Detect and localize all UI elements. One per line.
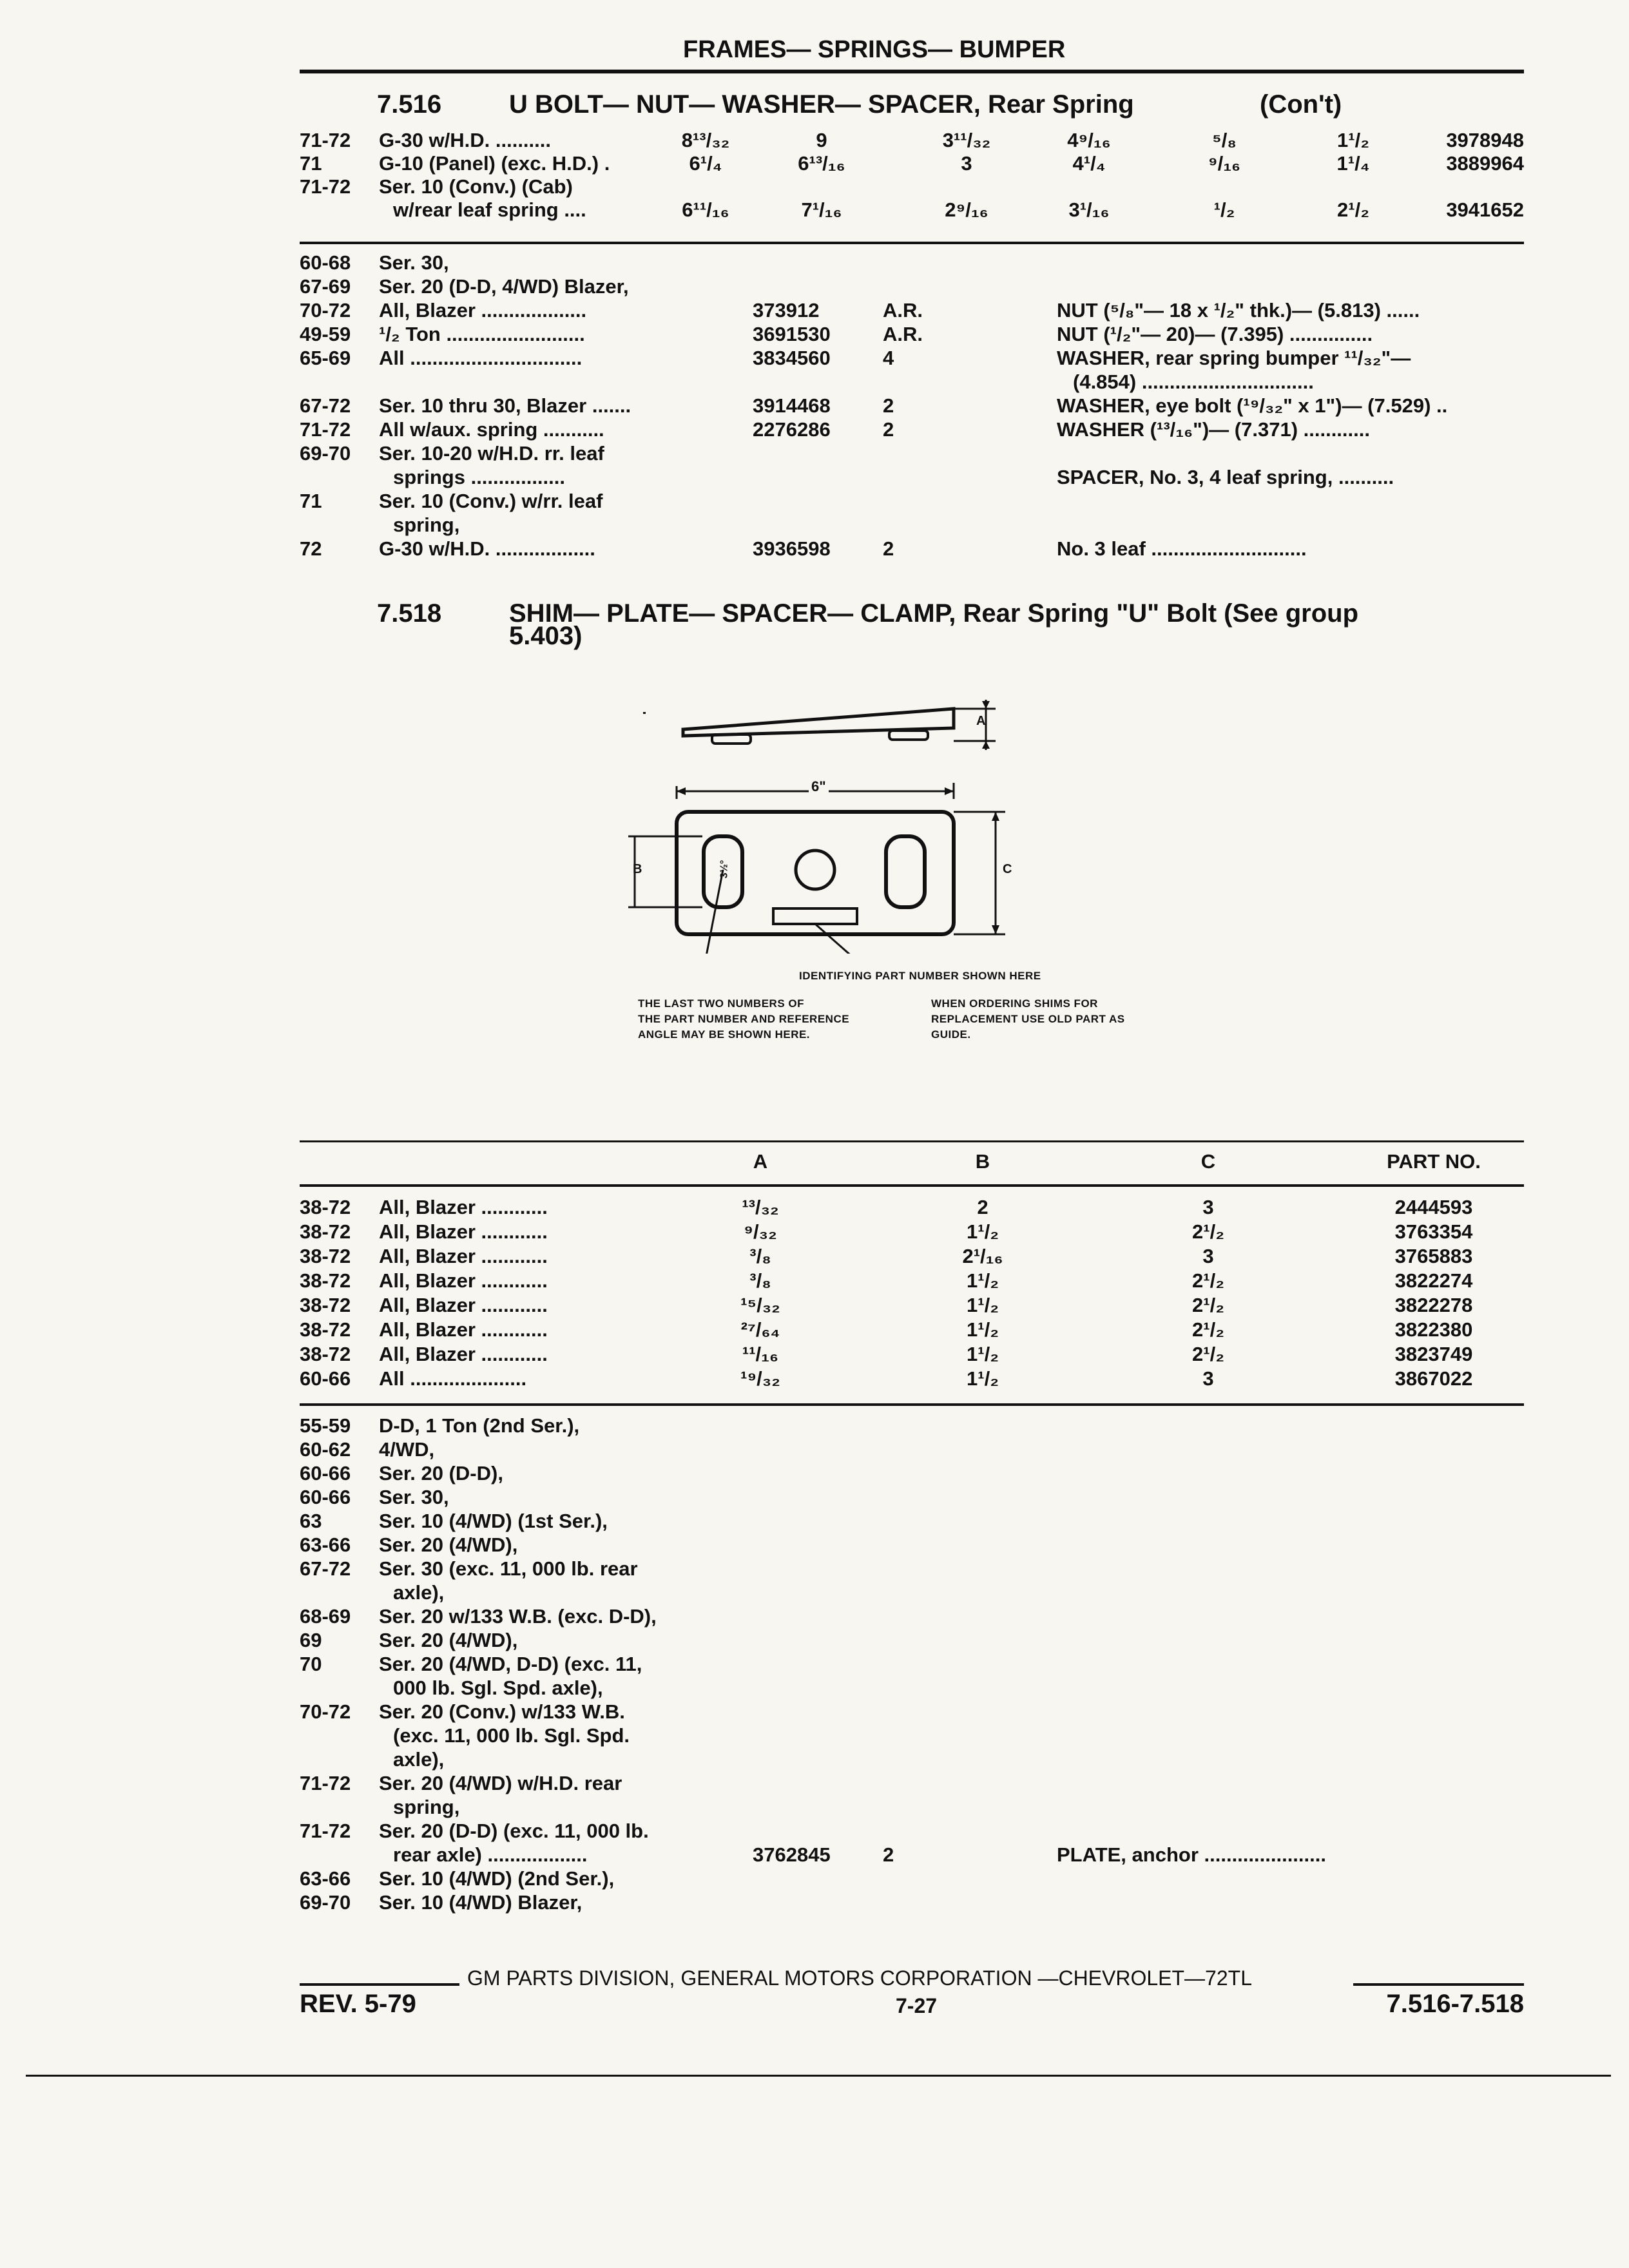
footer-rule-right [1353, 1983, 1524, 1986]
diagram-label-width: 6" [809, 778, 829, 795]
row-years: 63 [300, 1510, 322, 1532]
row-years: 67-72 [300, 394, 351, 417]
footer-rule-left [300, 1983, 459, 1986]
row-desc: All, Blazer ............ [379, 1318, 548, 1341]
row-years: 60-66 [300, 1462, 351, 1485]
row-desc: G-30 w/H.D. .......... [379, 129, 551, 151]
diagram-label-angle: 3½° [718, 860, 730, 879]
row-dim-5: ⁹/₁₆ [1208, 152, 1241, 175]
row-desc: ¹/₂ Ton ......................... [379, 323, 585, 345]
row-desc: G-30 w/H.D. .................. [379, 537, 595, 560]
row-part-number: 373912 [753, 299, 820, 322]
row-desc: Ser. 20 (D-D) (exc. 11, 000 lb. [379, 1820, 649, 1842]
row-years: 71-72 [300, 1772, 351, 1794]
row-years: 60-68 [300, 251, 351, 274]
row-dim-4: 4⁹/₁₆ [1067, 129, 1111, 151]
row-item-name: PLATE, anchor ...................... [1057, 1843, 1326, 1866]
row-qty: 2 [883, 394, 894, 417]
row-item-name: SPACER, No. 3, 4 leaf spring, .......... [1057, 466, 1394, 488]
note-identifying: IDENTIFYING PART NUMBER SHOWN HERE [799, 970, 1041, 982]
row-desc: spring, [393, 514, 460, 536]
footer-publisher: GM PARTS DIVISION, GENERAL MOTORS CORPORATION —CHEVROLET—72TL [467, 1966, 1252, 1990]
row-years: 67-72 [300, 1557, 351, 1580]
leader-line-identifying [815, 924, 863, 954]
section-7516-title: U BOLT— NUT— WASHER— SPACER, Rear Spring [509, 90, 1134, 119]
row-desc: Ser. 20 w/133 W.B. (exc. D-D), [379, 1605, 657, 1628]
row-years: 70-72 [300, 1700, 351, 1723]
row-part-number: 3763354 [1394, 1220, 1473, 1243]
shim-table-header-rule [300, 1184, 1524, 1187]
row-part-number: 3867022 [1394, 1367, 1473, 1390]
row-desc: Ser. 30, [379, 1486, 449, 1508]
row-dim-3: 3 [961, 152, 972, 175]
section-7516-cont: (Con't) [1260, 90, 1342, 119]
row-desc: Ser. 20 (D-D), [379, 1462, 503, 1485]
row-desc: axle), [393, 1581, 445, 1604]
row-desc: spring, [393, 1796, 460, 1818]
row-dim-6: 2¹/₂ [1337, 198, 1369, 221]
row-desc: Ser. 10 (4/WD) Blazer, [379, 1891, 583, 1914]
row-c: 2¹/₂ [1192, 1220, 1224, 1243]
row-qty: 4 [883, 347, 894, 369]
row-desc: Ser. 10-20 w/H.D. rr. leaf [379, 442, 604, 465]
note-ordering-line3: GUIDE. [931, 1028, 971, 1041]
row-desc: Ser. 20 (4/WD), [379, 1629, 518, 1651]
diagram-label-a: A [976, 714, 986, 728]
note-last-two-line1: THE LAST TWO NUMBERS OF [638, 997, 804, 1010]
row-desc: All, Blazer ............ [379, 1245, 548, 1267]
row-qty: 2 [883, 418, 894, 441]
row-c: 2¹/₂ [1192, 1269, 1224, 1292]
row-years: 68-69 [300, 1605, 351, 1628]
row-part-number: 3822380 [1394, 1318, 1473, 1341]
shim-side-view [644, 700, 996, 750]
row-desc: Ser. 20 (4/WD, D-D) (exc. 11, [379, 1653, 642, 1675]
row-part-number: 3941652 [1446, 198, 1524, 221]
row-dim-5: ¹/₂ [1213, 198, 1235, 221]
row-c: 3 [1202, 1196, 1214, 1218]
footer-rev: REV. 5-79 [300, 1990, 416, 2018]
row-a: ²⁷/₆₄ [740, 1318, 780, 1341]
row-desc: axle), [393, 1748, 445, 1771]
row-c: 2¹/₂ [1192, 1343, 1224, 1365]
row-b: 1¹/₂ [967, 1367, 999, 1390]
row-part-number: 3936598 [753, 537, 831, 560]
row-desc: Ser. 10 (4/WD) (2nd Ser.), [379, 1867, 615, 1890]
row-years: 63-66 [300, 1533, 351, 1556]
row-a: ⁹/₃₂ [744, 1220, 777, 1243]
row-years: 69-70 [300, 1891, 351, 1914]
footer-page: 7-27 [896, 1994, 938, 2017]
row-years: 69 [300, 1629, 322, 1651]
row-dim-2: 9 [816, 129, 827, 151]
row-desc: All w/aux. spring ........... [379, 418, 604, 441]
row-item-name: WASHER, eye bolt (¹⁹/₃₂" x 1")— (7.529) .. [1057, 394, 1448, 417]
row-a: ¹⁹/₃₂ [740, 1367, 780, 1390]
row-dim-6: 1¹/₄ [1336, 152, 1370, 175]
row-item-name: NUT (⁵/₈"— 18 x ¹/₂" thk.)— (5.813) ...... [1057, 299, 1420, 322]
shim-header-a: A [753, 1150, 768, 1173]
row-item-name: (4.854) ............................... [1073, 370, 1314, 393]
row-b: 1¹/₂ [967, 1269, 999, 1292]
diagram-label-c: C [1003, 862, 1012, 876]
row-dim-2: 7¹/₁₆ [801, 198, 842, 221]
row-desc: Ser. 10 (Conv.) (Cab) [379, 175, 573, 198]
row-dim-6: 1¹/₂ [1337, 129, 1369, 151]
row-years: 38-72 [300, 1269, 351, 1292]
footer-range: 7.516-7.518 [1386, 1990, 1524, 2018]
row-c: 3 [1202, 1367, 1214, 1390]
row-years: 70 [300, 1653, 322, 1675]
row-years: 69-70 [300, 442, 351, 465]
row-years: 63-66 [300, 1867, 351, 1890]
row-years: 71-72 [300, 129, 351, 151]
row-desc: Ser. 10 thru 30, Blazer ....... [379, 394, 631, 417]
note-ordering-line1: WHEN ORDERING SHIMS FOR [931, 997, 1098, 1010]
row-years: 71 [300, 490, 322, 512]
row-desc: Ser. 20 (D-D, 4/WD) Blazer, [379, 275, 629, 298]
row-years: 72 [300, 537, 322, 560]
row-b: 2 [977, 1196, 988, 1218]
row-part-number: 3914468 [753, 394, 831, 417]
row-desc: All, Blazer ............ [379, 1343, 548, 1365]
row-desc: Ser. 30, [379, 251, 449, 274]
row-years: 38-72 [300, 1318, 351, 1341]
shim-header-c: C [1200, 1150, 1216, 1173]
row-desc: G-10 (Panel) (exc. H.D.) . [379, 152, 610, 175]
row-b: 2¹/₁₆ [962, 1245, 1003, 1267]
row-b: 1¹/₂ [967, 1318, 999, 1341]
row-desc: Ser. 20 (4/WD), [379, 1533, 518, 1556]
row-desc: All, Blazer ............ [379, 1196, 548, 1218]
row-c: 2¹/₂ [1192, 1318, 1224, 1341]
row-desc: 000 lb. Sgl. Spd. axle), [393, 1677, 603, 1699]
shim-header-b: B [975, 1150, 990, 1173]
section-7518-title-line1: SHIM— PLATE— SPACER— CLAMP, Rear Spring "U" Bolt (See group [509, 599, 1359, 628]
row-years: 67-69 [300, 275, 351, 298]
row-a: ³/₈ [749, 1269, 771, 1292]
row-item-name: WASHER (¹³/₁₆")— (7.371) ............ [1057, 418, 1370, 441]
row-dim-1: 6¹¹/₁₆ [682, 198, 729, 221]
row-years: 38-72 [300, 1245, 351, 1267]
row-part-number: 2444593 [1394, 1196, 1473, 1218]
row-part-number: 3823749 [1394, 1343, 1473, 1365]
row-item-name: No. 3 leaf ............................ [1057, 537, 1307, 560]
row-desc: Ser. 30 (exc. 11, 000 lb. rear [379, 1557, 638, 1580]
section-7516-number: 7.516 [377, 90, 442, 119]
row-qty: A.R. [883, 323, 923, 345]
row-dim-2: 6¹³/₁₆ [798, 152, 845, 175]
row-dim-4: 4¹/₄ [1072, 152, 1106, 175]
row-desc: D-D, 1 Ton (2nd Ser.), [379, 1414, 580, 1437]
section-7518-number: 7.518 [377, 599, 442, 628]
row-years: 38-72 [300, 1294, 351, 1316]
row-years: 49-59 [300, 323, 351, 345]
row-years: 38-72 [300, 1196, 351, 1218]
shim-table-top-rule [300, 1140, 1524, 1142]
row-part-number: 3978948 [1446, 129, 1524, 151]
row-years: 71-72 [300, 1820, 351, 1842]
note-last-two-line2: THE PART NUMBER AND REFERENCE [638, 1013, 850, 1025]
row-dim-3: 3¹¹/₃₂ [942, 129, 991, 151]
page-header-title: FRAMES— SPRINGS— BUMPER [683, 36, 1066, 63]
row-part-number: 3834560 [753, 347, 831, 369]
row-a: ³/₈ [749, 1245, 771, 1267]
row-desc: (exc. 11, 000 lb. Sgl. Spd. [393, 1724, 630, 1747]
c-dimension [954, 812, 1005, 934]
row-desc: Ser. 10 (4/WD) (1st Ser.), [379, 1510, 608, 1532]
row-b: 1¹/₂ [967, 1294, 999, 1316]
row-part-number: 2276286 [753, 418, 831, 441]
section-7518-title-line2: 5.403) [509, 622, 583, 650]
row-part-number: 3822278 [1394, 1294, 1473, 1316]
shim-header-part: PART NO. [1387, 1150, 1481, 1173]
row-years: 71-72 [300, 418, 351, 441]
row-dim-3: 2⁹/₁₆ [945, 198, 988, 221]
row-a: ¹³/₃₂ [742, 1196, 779, 1218]
section1-rule [300, 242, 1524, 244]
row-desc: Ser. 10 (Conv.) w/rr. leaf [379, 490, 603, 512]
row-dim-5: ⁵/₈ [1212, 129, 1237, 151]
row-a: ¹⁵/₃₂ [740, 1294, 780, 1316]
row-desc: springs ................. [393, 466, 565, 488]
row-years: 71-72 [300, 175, 351, 198]
row-part-number: 3765883 [1394, 1245, 1473, 1267]
note-ordering-line2: REPLACEMENT USE OLD PART AS [931, 1013, 1125, 1025]
row-years: 60-66 [300, 1367, 351, 1390]
row-a: ¹¹/₁₆ [742, 1343, 779, 1365]
row-desc: All, Blazer ............ [379, 1269, 548, 1292]
row-desc: All, Blazer ................... [379, 299, 587, 322]
header-rule [300, 70, 1524, 73]
shim-table-bottom-rule [300, 1403, 1524, 1406]
row-years: 65-69 [300, 347, 351, 369]
row-item-name: NUT (¹/₂"— 20)— (7.395) ............... [1057, 323, 1373, 345]
diagram-label-b: B [633, 862, 642, 876]
row-desc: Ser. 20 (Conv.) w/133 W.B. [379, 1700, 625, 1723]
row-c: 3 [1202, 1245, 1214, 1267]
row-desc: 4/WD, [379, 1438, 435, 1461]
row-c: 2¹/₂ [1192, 1294, 1224, 1316]
row-dim-1: 6¹/₄ [689, 152, 722, 175]
row-dim-4: 3¹/₁₆ [1068, 198, 1110, 221]
row-desc: All, Blazer ............ [379, 1294, 548, 1316]
row-years: 55-59 [300, 1414, 351, 1437]
row-desc: All ............................... [379, 347, 583, 369]
row-qty: 2 [883, 537, 894, 560]
row-desc: w/rear leaf spring .... [393, 198, 586, 221]
row-b: 1¹/₂ [967, 1343, 999, 1365]
note-last-two-line3: ANGLE MAY BE SHOWN HERE. [638, 1028, 811, 1041]
row-dim-1: 8¹³/₃₂ [681, 129, 730, 151]
row-item-name: WASHER, rear spring bumper ¹¹/₃₂"— [1057, 347, 1411, 369]
row-desc: All ..................... [379, 1367, 527, 1390]
row-part-number: 3762845 [753, 1843, 831, 1866]
row-years: 38-72 [300, 1220, 351, 1243]
row-desc: Ser. 20 (4/WD) w/H.D. rear [379, 1772, 622, 1794]
row-qty: 2 [883, 1843, 894, 1866]
row-years: 71 [300, 152, 322, 175]
row-part-number: 3889964 [1446, 152, 1524, 175]
row-desc: All, Blazer ............ [379, 1220, 548, 1243]
row-part-number: 3822274 [1394, 1269, 1473, 1292]
row-qty: A.R. [883, 299, 923, 322]
row-years: 60-66 [300, 1486, 351, 1508]
row-years: 38-72 [300, 1343, 351, 1365]
row-years: 70-72 [300, 299, 351, 322]
shim-diagram [619, 683, 1083, 954]
row-desc: rear axle) .................. [393, 1843, 588, 1866]
row-years: 60-62 [300, 1438, 351, 1461]
row-part-number: 3691530 [753, 323, 831, 345]
row-b: 1¹/₂ [967, 1220, 999, 1243]
page-bottom-edge [26, 2075, 1611, 2077]
